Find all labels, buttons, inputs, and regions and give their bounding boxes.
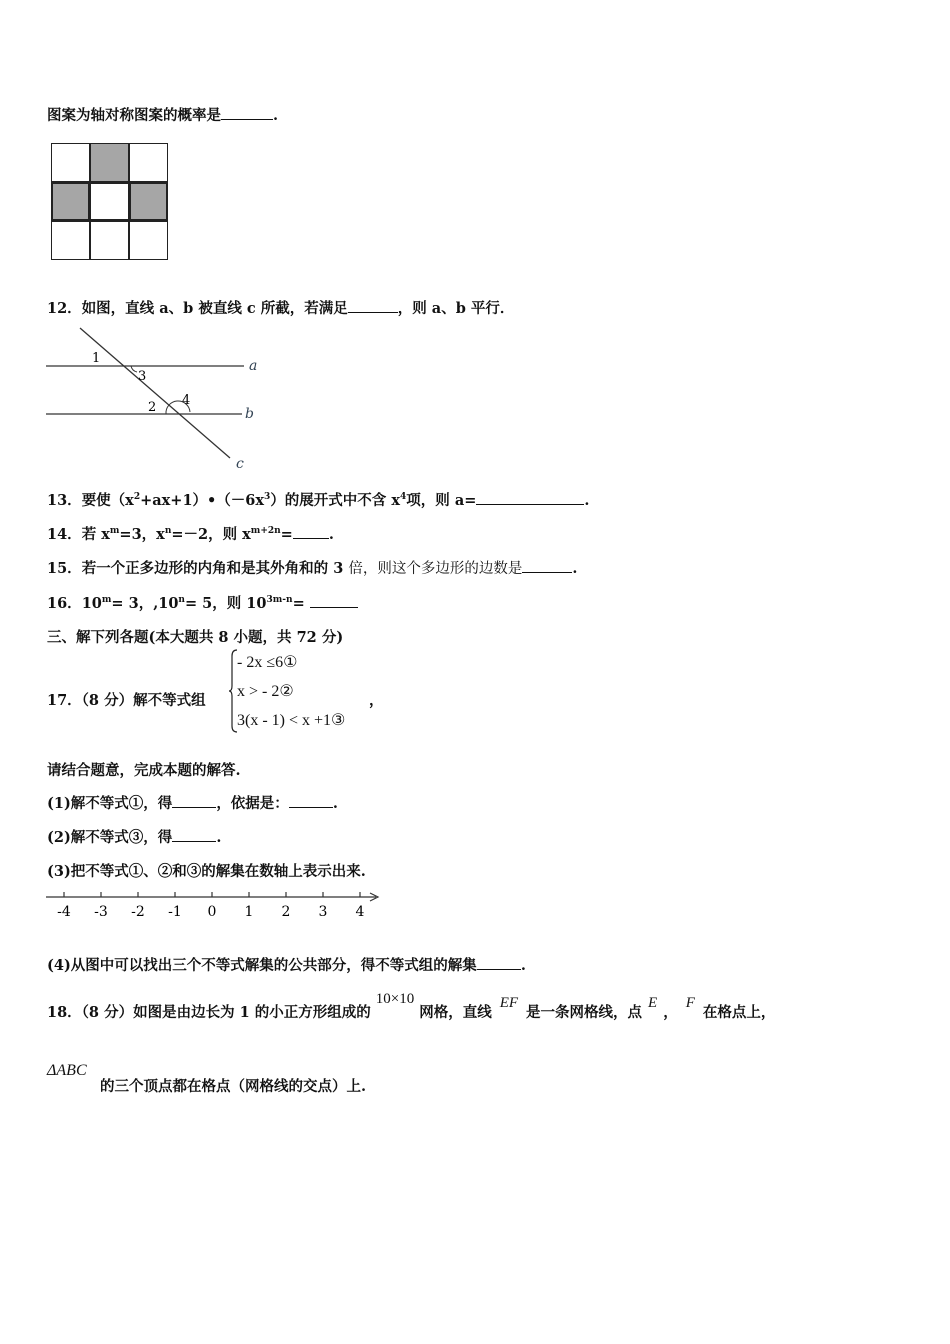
axis-tick-label: 3 [318, 904, 328, 920]
q17-part-2: (2)解不等式③，得 . [47, 829, 222, 846]
answer-blank[interactable] [172, 793, 216, 808]
question-16: 16．$10^m= 3$，$,10^n= 5$，则 $10^{3m-n}=$ [47, 592, 358, 613]
answer-blank[interactable] [476, 490, 584, 505]
grid-cell [90, 182, 129, 221]
axis-tick-label: -1 [168, 904, 182, 920]
angle-3-label: 3 [138, 369, 147, 384]
question-14: 14．若 $x^m=3$，$x^n=-2$，则 $x^{m+2n}=$ . [47, 526, 334, 543]
inequality-3: 3(x - 1) < x +1③ [237, 712, 346, 729]
grid-cell [90, 221, 129, 260]
label-a: a [249, 358, 258, 374]
intro-text: 图案为轴对称图案的概率是 [47, 107, 221, 124]
parallel-lines-figure [44, 322, 274, 472]
angle-3-arc [131, 366, 137, 372]
question-13: 13．要使$(x^2+ax+1)•(-6x^3)$的展开式中不含 $x^4$项，则 a= . [47, 492, 590, 509]
inequality-1: - 2x ≤6① [237, 654, 298, 671]
q18-continuation: 的三个顶点都在格点（网格线的交点）上. [100, 1078, 367, 1095]
answer-blank[interactable] [293, 524, 329, 539]
question-12: 12．如图，直线 a、b 被直线 c 所截，若满足 ，则 a、b 平行． [47, 300, 515, 317]
label-c: c [236, 456, 244, 472]
axis-tick-label: 1 [244, 904, 254, 920]
answer-blank[interactable] [522, 558, 572, 573]
grid-cell [51, 143, 90, 182]
axis-tick-label: -2 [131, 904, 145, 920]
answer-blank[interactable] [310, 593, 358, 608]
axis-tick-label: -3 [94, 904, 108, 920]
grid-cell [51, 221, 90, 260]
angle-1-label: 1 [92, 351, 101, 366]
angle-4-label: 4 [182, 393, 191, 408]
axis-tick-label: -4 [57, 904, 71, 920]
grid-cell [129, 143, 168, 182]
question-17-label: 17．（8 分）解不等式组 [47, 692, 206, 709]
axis-tick-label: 2 [281, 904, 291, 920]
number-line[interactable] [44, 888, 384, 922]
grid-cell-shaded [90, 143, 129, 182]
answer-blank[interactable] [348, 298, 398, 313]
axis-tick-label: 0 [207, 904, 217, 920]
label-b: b [245, 406, 254, 422]
angle-2-label: 2 [148, 400, 157, 415]
intro-line: 图案为轴对称图案的概率是 . [47, 107, 279, 124]
answer-blank[interactable] [289, 793, 333, 808]
q17-part-4: (4)从图中可以找出三个不等式解集的公共部分，得不等式组的解集 . [47, 957, 526, 974]
answer-blank[interactable] [221, 105, 273, 120]
q17-prompt: 请结合题意，完成本题的解答. [47, 762, 241, 779]
q18-abc-line: ΔABC [47, 1062, 87, 1079]
grid-cell-shaded [51, 182, 90, 221]
symmetry-grid-figure [51, 143, 169, 261]
question-18: 18．（8 分）如图是由边长为 1 的小正方形组成的10×10网格，直线EF是一条网格线，点E，F在格点上， [47, 991, 776, 1021]
answer-blank[interactable] [477, 955, 521, 970]
grid-cell-shaded [129, 182, 168, 221]
grid-cell [129, 221, 168, 260]
q17-part-3: (3)把不等式①、②和③的解集在数轴上表示出来. [47, 863, 366, 880]
axis-tick-label: 4 [355, 904, 365, 920]
line-c [80, 328, 230, 458]
q17-part-1: (1)解不等式①，得 ，依据是： . [47, 795, 338, 812]
inequality-2: x > - 2② [237, 683, 294, 700]
section-3-title: 三、解下列各题(本大题共 8 小题，共 72 分) [47, 629, 344, 646]
question-15: 15．若一个正多边形的内角和是其外角和的 3 倍，则这个多边形的边数是 . [47, 560, 578, 577]
answer-blank[interactable] [172, 827, 216, 842]
